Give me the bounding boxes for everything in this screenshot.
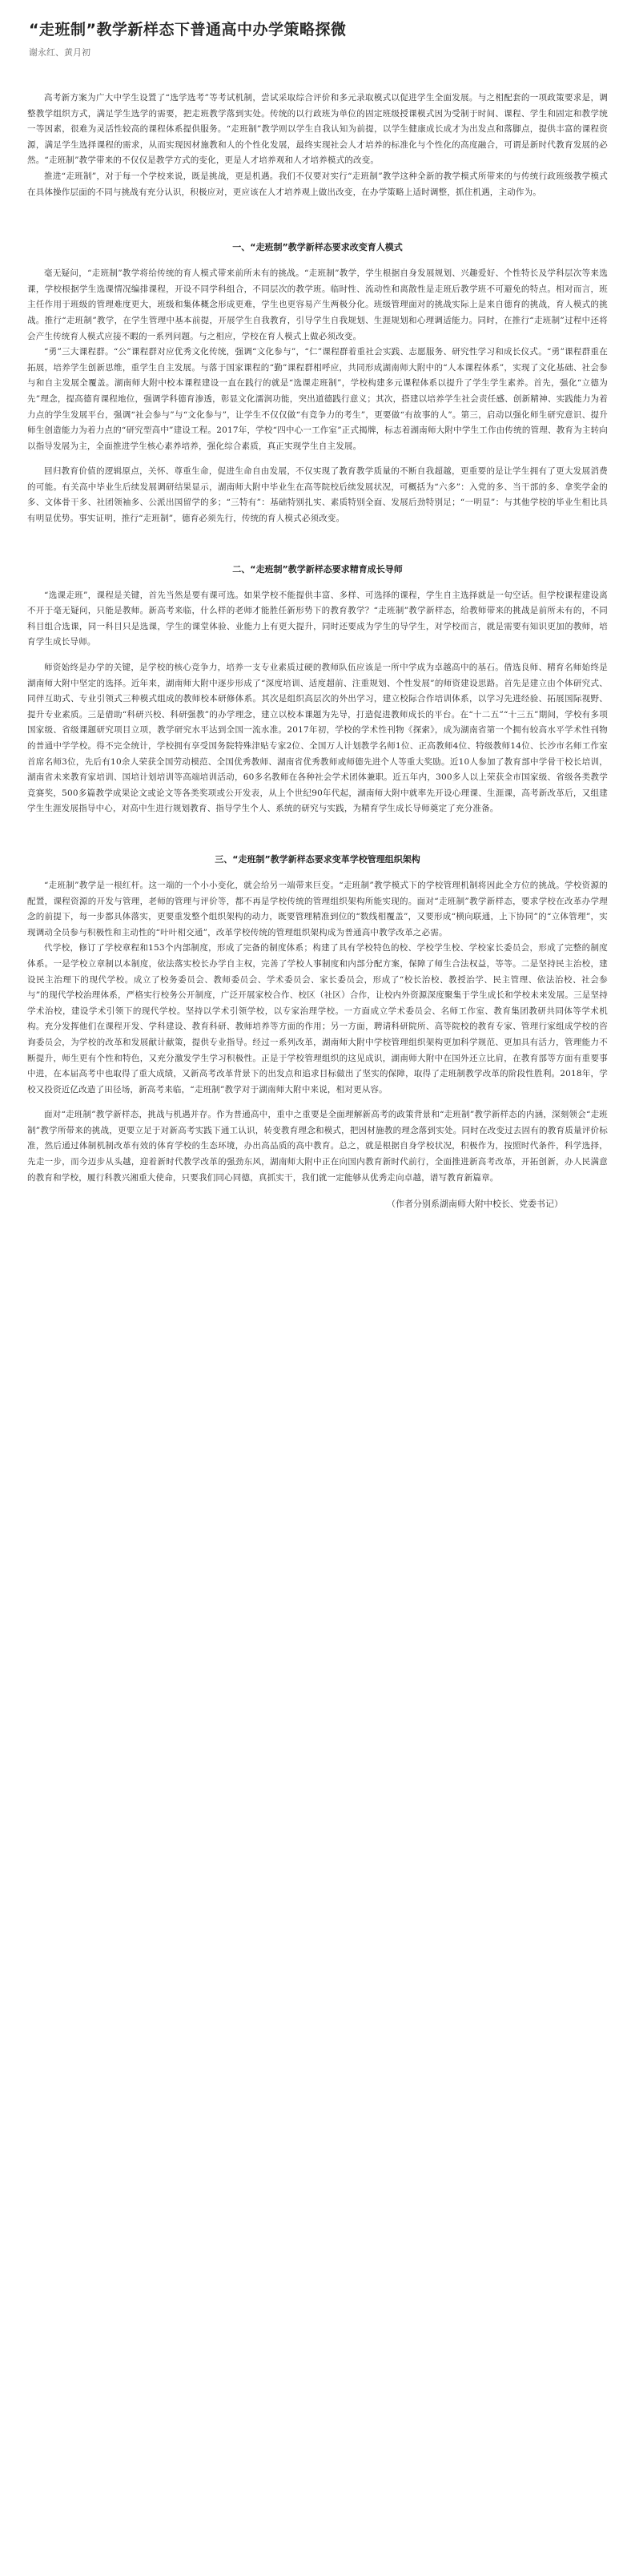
intro-paragraph: 高考新方案为广大中学生设置了“选学选考”等考试机制，尝试采取综合评价和多元录取模式以促进学生全面发展。与之相配套的一项政策要求是，调整教学组织方式，满足学生选学的需要，把走班教学落到实处。传统的以行政班为单位的固定班级授课模式因为受制于时间、课程、学生和固定和教学统一等因素，很难为灵活性较高的课程体系提供服务。“走班制”教学则以学生自我认知为前提，以学生健康成长成才为出发点和落脚点，提供丰富的课程资源，满足学生选择课程的需求，从而实现因材施教和人的个性化发展，最终实现社会人才培养的标准化与个性化的高度融合，可谓是新时代教育发展的必然。“走班制”教学带来的不仅仅是教学方式的变化，更是人才培养观和人才培养模式的改变。 [27,93,608,166]
body-paragraph: 师资始终是办学的关键，是学校的核心竞争力，培养一支专业素质过硬的教师队伍应该是一所中学成为卓越高中的基石。借选良师、精育名师始终是湖南师大附中坚定的选择。近年来，湖南师大附中逐步形成了“深度培训、适度超前、注重规划、个性发展”的师资建设思路。首先是建立由个体研究式、同伴互助式、专业引领式三种模式组成的教师校本研修体系。其次是组织高层次的外出学习，建立校际合作培训体系，以学习先进经验、拓展国际视野、提升专业素质。三是借助“科研兴校、科研强教”的办学理念，建立以校本课题为先导，打造促进教师成长的平台。在“十二五”“十三五”期间，学校有多项国家级、省级课题研究项目立项，教学研究水平达到全国一流水准。2017年初，学校的学术性刊物《探索》，成为湖南省第一个拥有较高水平学术性刊物的普通中学学校。得不完全统计，学校拥有享受国务院特殊津贴专家2位、全国万人计划教学名师1位、正高教师4位、特级教师14位、长沙市名师工作室首席名师3位，先后有10余人荣获全国劳动模范、全国优秀教师、湖南省优秀教师或师德先进个人等重大奖励。近10人参加了教育部中学骨干校长培训，湖南省未来教育家培训、国培计划培训等高端培训活动，60多名教师在各种社会学术团体兼职。近五年内，300多人以上荣获全市国家级、省级各类教学竞赛奖，500多篇教学成果论文或论文等各类奖项或公开发表，从上个世纪90年代起，湖南师大附中就率先开设心理课、生涯课，高考新改革后，又组建学生生涯发展指导中心，对高中生进行规划教育、指导学生个人、系统的研究与实践，为精育学生成长导师奠定了充分准备。 [27,663,608,814]
body-paragraph: “勇”三大课程群。“公”课程群对应优秀文化传统，强调“文化参与”，“仁”课程群着重社会实践、志愿服务、研究性学习和成长仪式。“勇”课程群重在拓展，培养学生创新思维，重学生自主发展。与落于国家课程的“勤”课程群相呼应，共同形成湖南师大附中的“人本课程体系”，实现了文化基础、社会参与和自主发展全覆盖。湖南师大附中校本课程建设一直在践行的就是“选课走班制”，学校构建多元课程体系以提升了学生学生素养。首先，强化“立德为先”理念，提高德育课程地位，强调学科德育渗透，彰显文化濡润功能，突出道德践行意义；其次，搭建以培养学生社会责任感、创新精神、实践能力为着力点的学生发展平台，强调“社会参与”与“文化参与”，让学生不仅仅做“有竞争力的考生”，更要做“有故事的人”。第三，启动以强化师生研究意识、提升师生创造能力为着力点的“研究型高中”建设工程。2017年，学校“四中心一工作室”正式揭牌，标志着湖南师大附中学生工作由传统的管理、教育为主转向以指导发展为主，全面推进学生核心素养培养，强化综合素质，真正实现学生自主发展。 [27,347,608,451]
body-paragraph: 回归教育价值的逻辑原点，关怀、尊重生命，促进生命自由发展，不仅实现了教育教学质量的不断自我超越，更重要的是让学生拥有了更大发展消费的可能。有关高中毕业生后续发展调研结果显示，湖南师大附中毕业生在高等院校后续发展状况，可概括为“六多”：入党的多、当干部的多、拿奖学金的多、文体骨干多、社团领袖多、公派出国留学的多；“三特有”：基础特别扎实、素质特别全面、发展后劲特别足；“一明显”：与其他学校的毕业生相比具有明显优势。事实证明，推行“走班制”，德育必须先行，传统的育人模式必须改变。 [27,466,608,524]
article-title: “走班制”教学新样态下普通高中办学策略探微 [29,21,347,38]
body-paragraph: 面对“走班制”教学新样态，挑战与机遇并存。作为普通高中，重中之重要是全面理解新高考的政策背景和“走班制”教学新样态的内涵，深刻领会“走班制”教学所带来的挑战，更要立足于对新高考实践下通工认识，转变教育理念和模式，把因材施教的理念落到实处。同时在改变过去固有的教育质量评价标准，然后通过体制机制改革有效的体育学校的生态环境，办出高品质的高中教育。总之，就是根据自身学校状况，积极作为，按照时代条件，科学选择，先走一步，而今迈步从头越，迎着新时代教学改革的强劲东风，湖南师大附中正在向国内教育新时代前行，全面推进新高考改革，开拓创新，办人民满意的教育和学校，履行科教兴湘重大使命，只要我们同心同德，真抓实干，我们就一定能够从优秀走向卓越，谱写教育新篇章。 [27,1110,608,1183]
body-paragraph: 毫无疑问，“走班制”教学将给传统的育人模式带来前所未有的挑战。“走班制”教学，学生根据自身发展规划、兴趣爱好、个性特长及学科层次等来选课，学校根据学生选课情况编排课程，开设不同学科组合，不同层次的教学班。临时性、流动性和离散性是走班后教学班不可避免的特点。相对而言，班主任作用于班级的管理难度更大，班级和集体概念形成更难，学生也更容易产生两极分化。班级管理面对的挑战实际上是来自德育的挑战，育人模式的挑战。推行“走班制”教学，在学生管理中基本前提，开展学生自我教育，引导学生自我规划、生涯规划和心理调适能力。同时，在推行“走班制”过程中还将会产生传统育人模式应接不暇的一系列问题。与之相应，学校在育人模式上做必须改变。 [27,268,608,341]
section-heading: 二、“走班制”教学新样态要求精育成长导师 [232,563,403,574]
body-paragraph: “选课走班”，课程是关键，首先当然是要有课可选。如果学校不能提供丰富、多样、可选择的课程，学生自主选择就是一句空话。但学校课程建设离不开于毫无疑问，只能是教师。新高考来临，什么样的老师才能胜任新形势下的教育教学？“走班制”教学新样态，给教师带来的挑战是前所未有的，不同科目组合选课，同一科目只是选课，学生的课堂体验、业能力上有更大提升，同时还要成为学生的导学生，对学校而言，就是需要有知识更加的教师，培育学生成长导师。 [27,590,608,647]
intro-paragraph: 推进“走班制”，对于每一个学校来说，既是挑战，更是机遇。我们不仅要对实行“走班制”教学这种全新的教学模式所带来的与传统行政班级教学模式在具体操作层面的不同与挑战有充分认识，积极应对，更应该在人才培养观上做出改变，在办学策略上适时调整，抓住机遇，主动作为。 [27,171,608,197]
body-paragraph: “走班制”教学是一根红杆。这一端的一个小小变化，就会给另一端带来巨变。“走班制”教学模式下的学校管理机制将因此全方位的挑战。学校资源的配置，课程资源的开发与管理，老师的管理与评价等，都不再是学校传统的管理组织架构所能实现的。面对“走班制”教学新样态，要求学校在改革办学理念的前提下，每一步都具体落实，更要重发整个组织架构的动力，既要管理精准到位的“数线相覆盖”，又要形成“横向联通，上下协同”的“立体管理”，实现调动全员参与积极性和主动性的“叶叶相交通”，改革学校传统的管理组织架构成为普通高中教学改革之必需。 [27,880,608,937]
author-signature: （作者分别系湖南师大附中校长、党委书记） [387,1199,563,1210]
section-heading: 三、“走班制”教学新样态要求变革学校管理组织架构 [215,853,420,865]
article-body [27,91,608,1210]
section-heading: 一、“走班制”教学新样态要求改变育人模式 [232,242,403,253]
article-authors: 谢永红、黄月初 [29,47,90,58]
body-paragraph: 代学校，修订了学校章程和153个内部制度，形成了完备的制度体系；构建了具有学校特色的校、学校学生校、学校家长委员会，形成了完整的制度体系。一是学校立章制以本制度，依法落实校长办学自主权，完善了学校人事制度和内部分配方案，保障了师生合法权益，等等。二是坚持民主治校，建设民主治理下的现代学校。成立了校务委员会、教师委员会、学术委员会、家长委员会，形成了“校长治校、教授治学、民主管理、依法治校、社会参与”的现代学校治理体系，严格实行校务公开制度，广泛开展家校合作、校区（社区）合作，让校内外资源深度聚集于学生成长和学校未来发展。三是坚持学术治校，建设学术引领下的现代学校。坚持以学术引领学校，以专家治理学校。一方面成立学术委员会、名师工作室、教育集团教研共同体等学术机构。充分发挥他们在课程开发、学科建设、教育科研、教师培养等方面的作用；另一方面，聘请科研院所、高等院校的教育专家、管理行家组成学校的咨询委员会，为学校的改革和发展献计献策，提供专业指导。经过一系列改革，湖南师大附中学校管理组织架构更加科学规范、更加具有活力，管理能力不断提升，师生更有个性和特色，又充分激发学生学习积极性。正是于学校管理组织的这见成识，湖南师大附中在国外还立比肩，在教育部等方面有重要事中进，在本届高考中也取得了重大成绩，又新高考改革背景下的出发点和追求目标做出了坚实的保障，取得了走班制教学改革的阶段性胜利。2018年，学校又投资近亿改造了田径场，新高考来临，“走班制”教学对于湖南师大附中来说，相对更从容。 [27,943,608,1094]
